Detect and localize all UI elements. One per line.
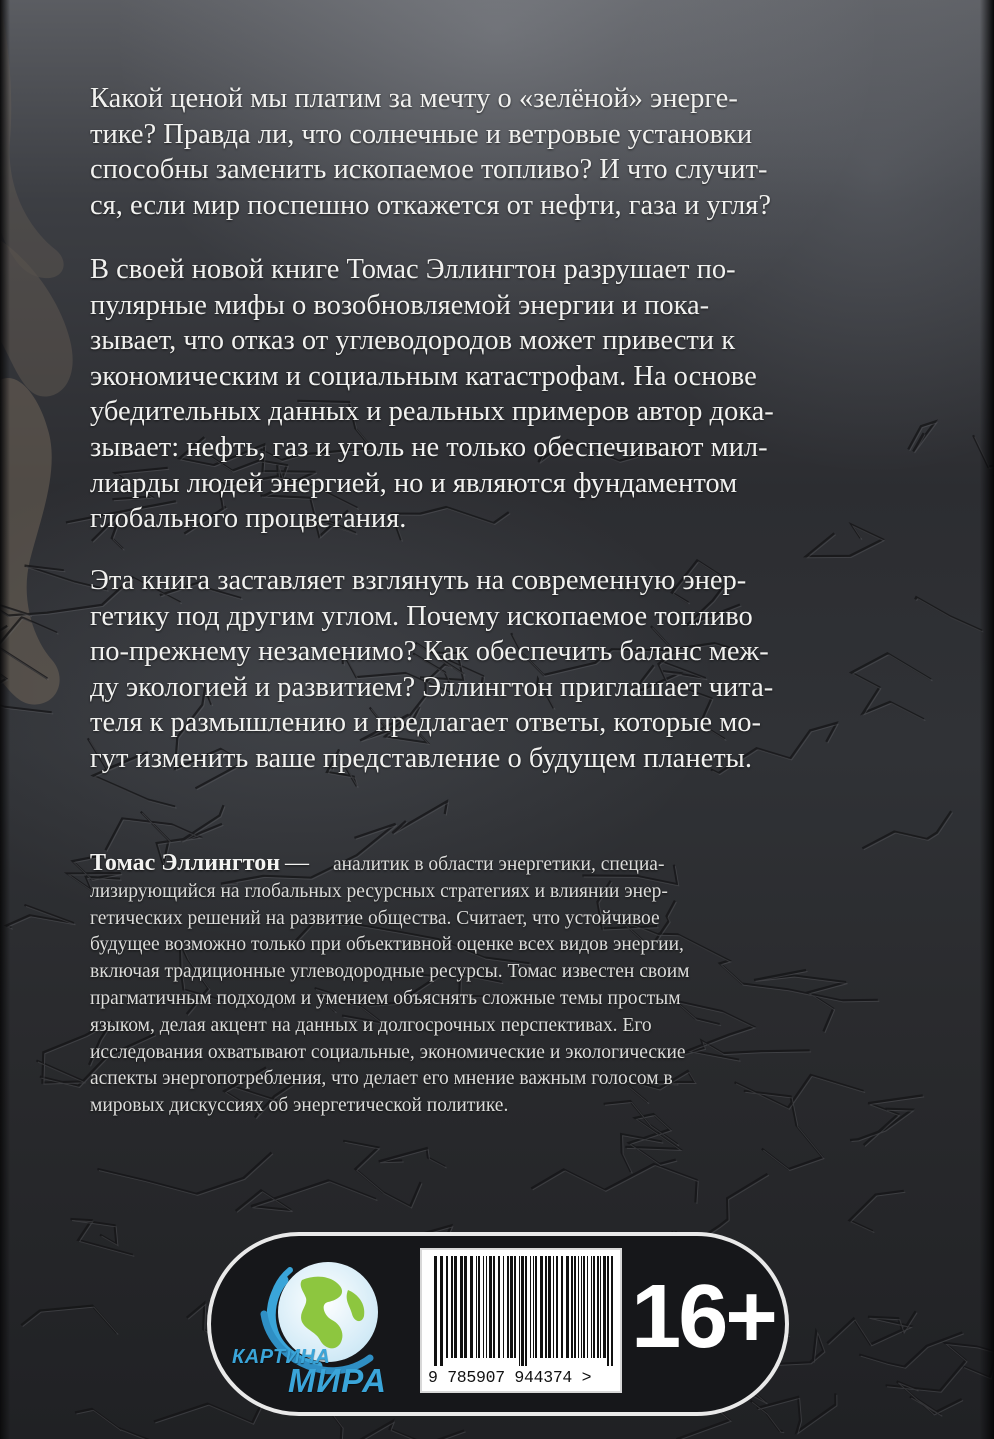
- ground-crack: [859, 1332, 962, 1366]
- barcode-bar: [556, 1256, 558, 1358]
- barcode-bar: [545, 1256, 547, 1358]
- ground-crack-highlight: [861, 1334, 964, 1368]
- author-bio-line: аспекты энергопотребления, что делает его мнение важным голосом в: [90, 1068, 673, 1090]
- barcode-bar: [583, 1256, 585, 1358]
- barcode-bar: [514, 1256, 516, 1358]
- blurb-line: зывает, что отказ от углеводородов может привести к: [90, 325, 736, 357]
- blurb-line: Какой ценой мы платим за мечту о «зелёной» энерге-: [90, 83, 738, 114]
- barcode-bar: [535, 1256, 537, 1358]
- author-bio-line: мировых дискуссиях об энергетической политике.: [90, 1095, 509, 1117]
- barcode-bar: [440, 1256, 443, 1366]
- author-name: Томас Эллингтон: [90, 850, 281, 876]
- barcode-bar: [483, 1256, 484, 1358]
- barcode-bar: [464, 1256, 467, 1358]
- barcode-bar: [454, 1256, 457, 1358]
- barcode-bar: [603, 1256, 606, 1358]
- barcode-bar: [548, 1256, 551, 1358]
- author-bio-line: прагматичным подходом и умением объяснять сложные темы простым: [90, 987, 681, 1009]
- barcode-bar: [533, 1256, 534, 1358]
- author-bio-line: языком, делая акцент на данных и долгосрочных перспективах. Его: [90, 1014, 652, 1036]
- ground-crack: [75, 1409, 162, 1439]
- barcode-bar: [489, 1256, 492, 1358]
- author-bio: [90, 850, 890, 1120]
- cover-right-edge-shadow: [980, 0, 994, 1439]
- barcode-bar: [525, 1256, 527, 1366]
- ground-crack: [531, 1164, 697, 1202]
- ground-crack-highlight: [331, 1412, 466, 1439]
- blurb-line: гетику под другим углом. Почему ископаемое топливо: [90, 600, 753, 632]
- barcode-bar: [521, 1256, 524, 1366]
- barcode-bar: [498, 1256, 500, 1358]
- barcode-bar: [561, 1256, 563, 1358]
- barcode-bar: [600, 1256, 601, 1358]
- barcode-bar: [503, 1256, 504, 1358]
- barcode-bar: [519, 1256, 520, 1366]
- blurb-line: теля к размышлению и предлагает ответы, которые мо-: [90, 707, 761, 739]
- author-bio-first-line: [90, 850, 890, 879]
- ground-crack-highlight: [23, 1307, 119, 1335]
- ground-crack: [379, 1148, 445, 1166]
- author-bio-line: лизирующийся на глобальных ресурсных стратегиях и влиянии энер-: [90, 880, 668, 902]
- ground-crack: [343, 1141, 420, 1207]
- blurb-paragraph-3: [90, 563, 870, 777]
- barcode-bar: [451, 1256, 453, 1358]
- barcode-bar: [510, 1256, 513, 1358]
- barcode-bar: [571, 1256, 573, 1358]
- blurb-line: по-прежнему незаменимо? Как обеспечить баланс меж-: [90, 636, 769, 668]
- ground-crack-highlight: [72, 1221, 134, 1257]
- barcode-bar: [574, 1256, 576, 1358]
- author-bio-line: будущее возможно только при объективной оценке всех видов энергии,: [90, 934, 684, 956]
- barcode-bar: [566, 1256, 569, 1358]
- blurb-line: убедительных данных и реальных примеров автор дока-: [90, 396, 774, 428]
- barcode-bar: [486, 1256, 487, 1358]
- ground-crack: [862, 811, 951, 848]
- ground-crack: [97, 1152, 271, 1193]
- barcode-bar: [507, 1256, 509, 1358]
- cover-left-edge-shadow: [0, 0, 10, 1439]
- ground-crack-highlight: [851, 1192, 905, 1232]
- barcode-bar: [587, 1256, 588, 1358]
- blurb-line: лиарды людей энергией, но и являются фундаментом: [90, 467, 738, 499]
- barcode-bar: [593, 1256, 595, 1358]
- dead-tree-silhouette: [0, 0, 73, 705]
- barcode-bar: [591, 1256, 592, 1358]
- barcode-bar: [478, 1256, 480, 1358]
- barcode-bar: [530, 1256, 531, 1358]
- ground-crack-highlight: [911, 1398, 942, 1416]
- blurb-line: пулярные мифы о возобновляемой энергии и пока-: [90, 289, 710, 321]
- barcode-bar: [470, 1256, 473, 1358]
- barcode-bar: [607, 1256, 609, 1366]
- ground-crack: [915, 597, 982, 630]
- barcode-bar: [460, 1256, 463, 1358]
- blurb-line: Эта книга заставляет взглянуть на современную энер-: [90, 565, 747, 596]
- barcode-bar: [540, 1256, 543, 1358]
- publisher-logo-line-1: КАРТИНА: [232, 1346, 331, 1368]
- author-dash: —: [284, 850, 309, 876]
- isbn-barcode: [420, 1248, 622, 1393]
- blurb-line: В своей новой книге Томас Эллингтон разрушает по-: [90, 254, 736, 285]
- publisher-logo-line-2: МИРА: [288, 1362, 387, 1399]
- blurb-line: глобального процветания.: [90, 503, 407, 535]
- blurb-line: экономическим и социальным катастрофам. На основе: [90, 360, 757, 392]
- author-bio-text: аналитик в области энергетики, специа-: [332, 854, 665, 875]
- ground-crack-highlight: [864, 813, 953, 850]
- barcode-bars: [430, 1256, 616, 1366]
- blurb-paragraph-1: [90, 81, 870, 223]
- blurb-line: ду экологией и развитием? Эллингтон приглашает чита-: [90, 671, 774, 703]
- ground-crack: [181, 805, 224, 841]
- author-bio-line: гетических решений на развитие общества. Считает, что устойчивое: [90, 907, 660, 929]
- barcode-bar: [581, 1256, 582, 1358]
- age-rating-badge: 16+: [631, 1267, 775, 1367]
- barcode-bar: [553, 1256, 554, 1358]
- blurb-line: зывает: нефть, газ и уголь не только обеспечивают мил-: [90, 431, 768, 463]
- barcode-bar: [476, 1256, 477, 1358]
- author-bio-line: исследования охватывают социальные, экономические и экологические: [90, 1041, 686, 1063]
- blurb-line: гут изменить ваше представление о будущем планеты.: [90, 742, 752, 774]
- ground-crack: [6, 905, 74, 928]
- blurb-paragraph-2: [90, 252, 870, 537]
- blurb-line: тике? Правда ли, что солнечные и ветровые установки: [90, 118, 753, 150]
- barcode-bar: [446, 1256, 448, 1358]
- barcode-bar: [578, 1256, 579, 1358]
- blurb-line: способны заменить ископаемое топливо? И что случит-: [90, 154, 768, 186]
- blurb-line: ся, если мир поспешно откажется от нефти, газа и угля?: [90, 189, 772, 221]
- barcode-bar: [493, 1256, 495, 1358]
- barcode-bar: [434, 1256, 437, 1366]
- author-bio-line: включая традиционные углеводородные ресурсы. Томас известен своим: [90, 961, 690, 983]
- barcode-bar: [597, 1256, 599, 1358]
- ground-crack-highlight: [394, 803, 449, 835]
- ground-crack-highlight: [77, 1410, 164, 1439]
- barcode-bar: [611, 1256, 613, 1366]
- isbn-number: 9 785907 944374 >: [428, 1368, 592, 1387]
